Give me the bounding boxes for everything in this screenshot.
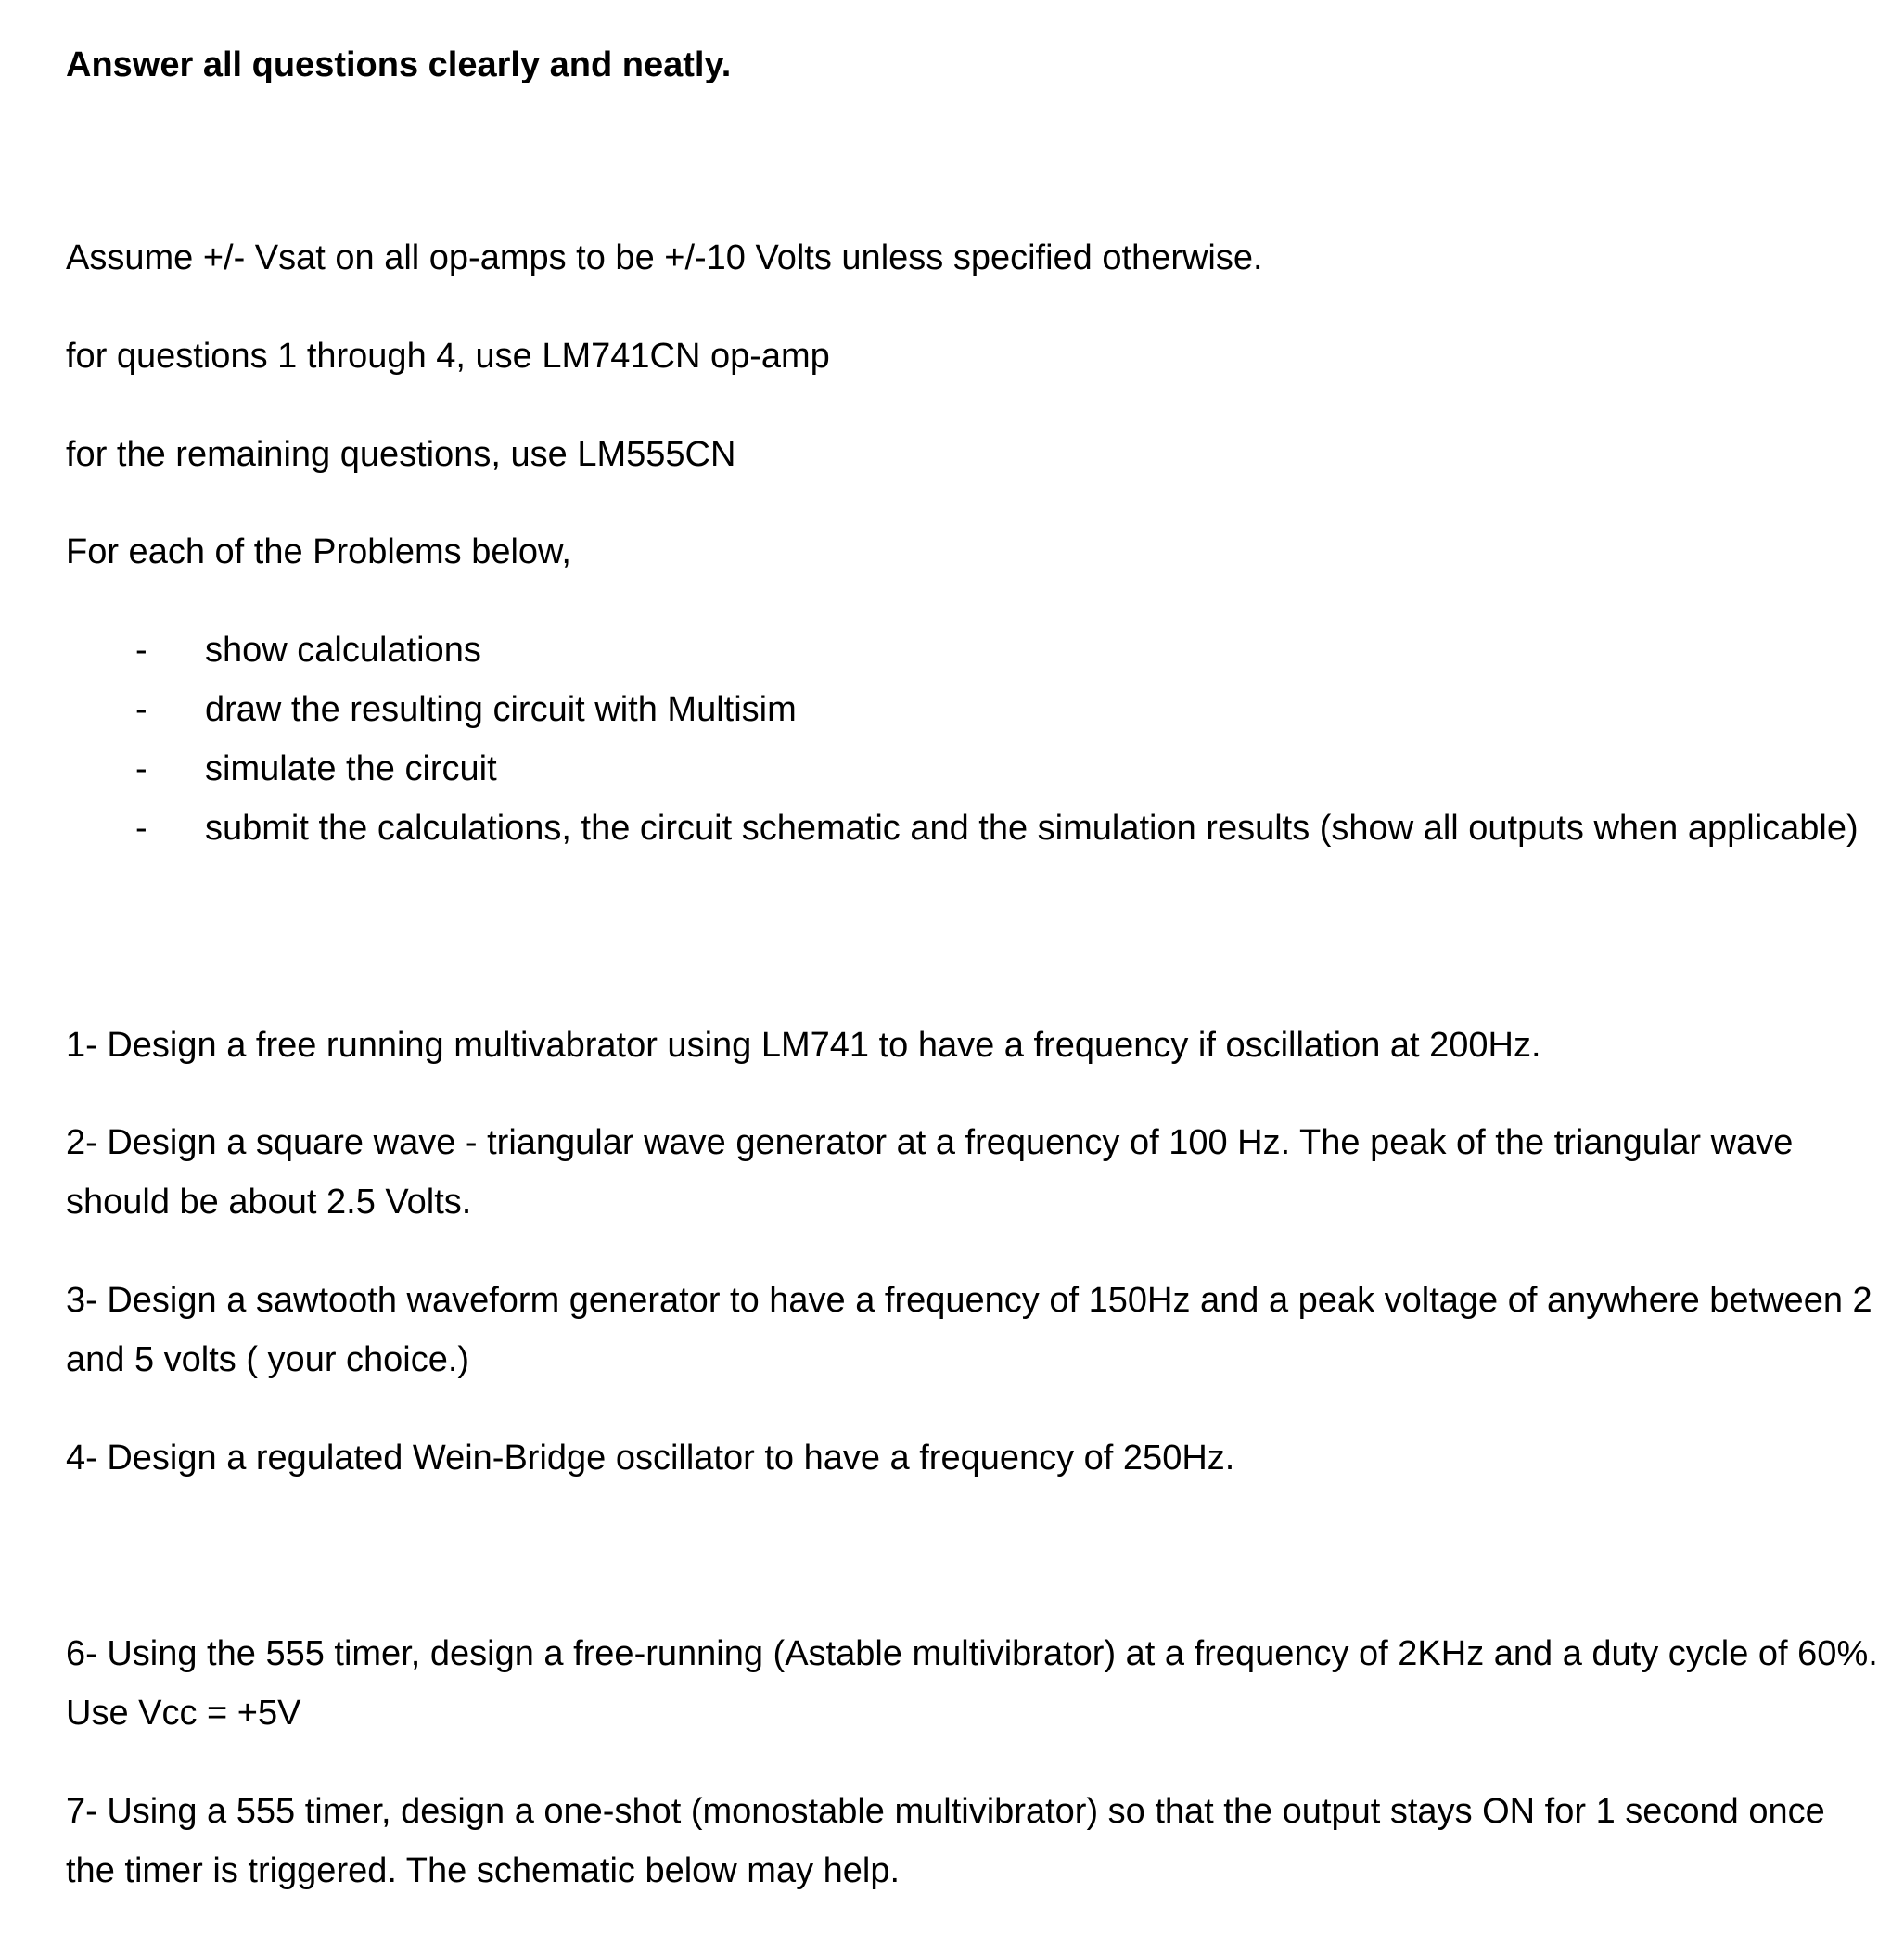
bullet-marker: - (135, 749, 147, 788)
bullet-show-calculations: show calculations (205, 631, 481, 670)
question-4: 4- Design a regulated Wein-Bridge oscillator to have a frequency of 250Hz. (66, 1439, 1235, 1478)
question-3: 3- Design a sawtooth waveform generator to have a frequency of 150Hz and a peak voltage of anywhere between 2 and 5 volts ( your choice.) (66, 1281, 1872, 1379)
question-1: 1- Design a free running multivabrator using LM741 to have a frequency if oscillation at 200Hz. (66, 1026, 1541, 1065)
bullet-marker: - (135, 690, 147, 729)
question-7: 7- Using a 555 timer, design a one-shot (monostable multivibrator) so that the output stays ON for 1 second once the timer is triggered. The schematic below may help. (66, 1792, 1825, 1890)
intro-remaining-questions: for the remaining questions, use LM555CN (66, 435, 736, 474)
document-title: Answer all questions clearly and neatly. (66, 45, 732, 84)
question-2: 2- Design a square wave - triangular wave generator at a frequency of 100 Hz. The peak of the triangular wave should be about 2.5 Volts. (66, 1123, 1794, 1222)
question-6: 6- Using the 555 timer, design a free-running (Astable multivibrator) at a frequency of 2KHz and a duty cycle of 60%. Use Vcc = +5V (66, 1634, 1878, 1733)
bullet-draw-circuit: draw the resulting circuit with Multisim (205, 690, 797, 729)
bullet-marker: - (135, 809, 147, 848)
intro-problems-lead: For each of the Problems below, (66, 532, 571, 571)
bullet-submit: submit the calculations, the circuit schematic and the simulation results (show all outputs when applicable) (205, 809, 1859, 848)
bullet-simulate: simulate the circuit (205, 749, 497, 788)
intro-questions-1-4: for questions 1 through 4, use LM741CN op-amp (66, 337, 830, 376)
bullet-marker: - (135, 631, 147, 670)
intro-vsat: Assume +/- Vsat on all op-amps to be +/-10 Volts unless specified otherwise. (66, 238, 1263, 277)
